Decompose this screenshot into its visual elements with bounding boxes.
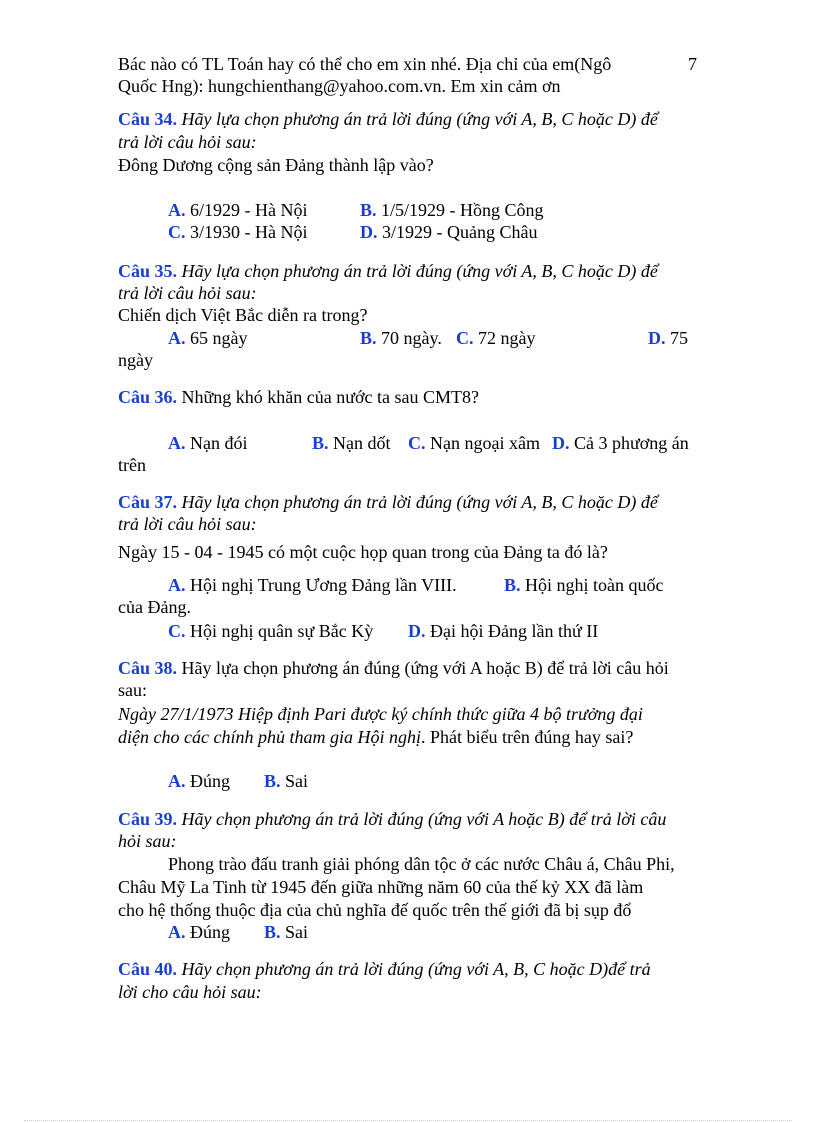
question-34-label: Câu 34. [118, 109, 178, 129]
page-number: 7 [688, 54, 697, 74]
question-36-option-c [408, 432, 540, 454]
question-39-paragraph-2: Châu Mỹ La Tinh từ 1945 đến giữa những năm 60 của thế kỷ XX đã làm [118, 877, 644, 897]
question-39-paragraph-3: cho hệ thống thuộc địa của chủ nghĩa đế quốc trên thế giới đã bị sụp đổ [118, 900, 632, 920]
option-letter: D. [360, 222, 378, 242]
question-37-option-c [168, 620, 373, 642]
question-36-text: Những khó khăn của nước ta sau CMT8? [177, 387, 479, 407]
option-text: Đúng [185, 771, 230, 791]
option-letter: A. [168, 575, 186, 595]
question-40-instruction [118, 958, 651, 980]
question-35-instruction-cont: trả lời câu hỏi sau: [118, 283, 257, 303]
question-35-option-b [360, 327, 442, 349]
option-letter: A. [168, 200, 186, 220]
option-letter: D. [648, 328, 666, 348]
option-letter: A. [168, 433, 186, 453]
option-text: 3/1929 - Quảng Châu [377, 222, 538, 242]
question-34-instruction-cont: trả lời câu hỏi sau: [118, 132, 257, 152]
option-text: 65 ngày [185, 328, 248, 348]
option-text: Nạn đói [185, 433, 248, 453]
question-38-instruction-text: Hãy lựa chọn phương án đúng (ứng với A hoặc B) để trả lời câu hỏi [177, 658, 669, 678]
question-39-paragraph-1: Phong trào đấu tranh giải phóng dân tộc ở các nước Châu á, Châu Phi, [168, 854, 675, 874]
option-text: 70 ngày. [376, 328, 442, 348]
question-36-option-b [312, 432, 391, 454]
question-34-instruction-text: Hãy lựa chọn phương án trả lời đúng (ứng với A, B, C hoặc D) để [177, 109, 658, 129]
question-39-instruction-text: Hãy chọn phương án trả lời đúng (ứng với A hoặc B) để trả lời câu [177, 809, 667, 829]
question-37-instruction [118, 491, 658, 513]
question-34-option-c [168, 221, 307, 243]
question-38-statement-2-italic: diện cho các chính phủ tham gia Hội nghị [118, 727, 421, 747]
question-34-option-d [360, 221, 537, 243]
option-letter: A. [168, 328, 186, 348]
question-40-label: Câu 40. [118, 959, 178, 979]
question-34-option-b [360, 199, 544, 221]
option-text: Hội nghị toàn quốc [520, 575, 664, 595]
option-letter: B. [360, 328, 377, 348]
question-37-option-d [408, 620, 598, 642]
question-40-instruction-cont: lời cho câu hỏi sau: [118, 982, 262, 1002]
option-letter: C. [168, 222, 186, 242]
question-35-instruction [118, 260, 658, 282]
question-35-label: Câu 35. [118, 261, 178, 281]
question-35-option-c [456, 327, 536, 349]
question-35-text: Chiến dịch Việt Bắc diễn ra trong? [118, 305, 368, 325]
question-37-label: Câu 37. [118, 492, 178, 512]
option-text: 3/1930 - Hà Nội [185, 222, 308, 242]
question-38-option-b [264, 770, 308, 792]
option-letter: B. [264, 771, 281, 791]
question-35-instruction-text: Hãy lựa chọn phương án trả lời đúng (ứng với A, B, C hoặc D) để [177, 261, 658, 281]
question-39-instruction [118, 808, 666, 830]
option-text: Sai [280, 771, 309, 791]
question-37-instruction-text: Hãy lựa chọn phương án trả lời đúng (ứng với A, B, C hoặc D) để [177, 492, 658, 512]
question-36-option-a [168, 432, 248, 454]
question-39-option-a [168, 921, 230, 943]
option-text: 1/5/1929 - Hồng Công [376, 200, 544, 220]
option-text: Sai [280, 922, 309, 942]
question-38-statement-2-rest: . Phát biểu trên đúng hay sai? [420, 727, 634, 747]
option-text: 75 [665, 328, 688, 348]
question-38-option-a [168, 770, 230, 792]
option-letter: C. [168, 621, 186, 641]
question-34-option-a [168, 199, 307, 221]
question-36-option-d [552, 432, 689, 454]
question-34-instruction [118, 108, 658, 130]
option-letter: C. [408, 433, 426, 453]
question-34-text: Đông Dương cộng sản Đảng thành lập vào? [118, 155, 434, 175]
question-38-statement-1: Ngày 27/1/1973 Hiệp định Pari được ký chính thức giữa 4 bộ trưởng đại [118, 704, 643, 724]
option-letter: A. [168, 922, 186, 942]
question-37-option-b [504, 574, 664, 596]
question-36-option-wrap: trên [118, 455, 146, 475]
question-35-option-d [648, 327, 688, 349]
page-bottom-divider [24, 1120, 792, 1121]
option-text: Đại hội Đảng lần thứ II [425, 621, 599, 641]
question-38-instruction [118, 657, 669, 679]
option-letter: D. [408, 621, 426, 641]
question-35-option-a [168, 327, 248, 349]
option-letter: B. [504, 575, 521, 595]
option-text: 72 ngày [473, 328, 536, 348]
question-36-label: Câu 36. [118, 387, 178, 407]
header-line-1: Bác nào có TL Toán hay có thể cho em xin nhé. Địa chỉ của em(Ngô [118, 54, 612, 74]
question-39-instruction-cont: hỏi sau: [118, 831, 177, 851]
question-35-option-wrap: ngày [118, 350, 153, 370]
question-36 [118, 386, 479, 408]
header-line-2: Quốc Hng): hungchienthang@yahoo.com.vn. Em xin cảm ơn [118, 76, 561, 96]
option-letter: D. [552, 433, 570, 453]
option-text: Nạn dốt [328, 433, 391, 453]
option-letter: B. [312, 433, 329, 453]
question-39-label: Câu 39. [118, 809, 178, 829]
question-37-instruction-cont: trả lời câu hỏi sau: [118, 514, 257, 534]
option-text: Nạn ngoại xâm [425, 433, 540, 453]
option-letter: C. [456, 328, 474, 348]
question-40-instruction-text: Hãy chọn phương án trả lời đúng (ứng với A, B, C hoặc D)để trả [177, 959, 651, 979]
option-text: Hội nghị quân sự Bắc Kỳ [185, 621, 374, 641]
question-38-instruction-cont: sau: [118, 680, 147, 700]
question-37-option-a [168, 574, 457, 596]
option-text: Đúng [185, 922, 230, 942]
question-39-option-b [264, 921, 308, 943]
option-text: Cả 3 phương án [569, 433, 689, 453]
option-letter: B. [264, 922, 281, 942]
question-38-label: Câu 38. [118, 658, 178, 678]
option-text: 6/1929 - Hà Nội [185, 200, 308, 220]
question-37-text: Ngày 15 - 04 - 1945 có một cuộc họp quan trong của Đảng ta đó là? [118, 542, 608, 562]
option-letter: B. [360, 200, 377, 220]
question-37-option-wrap: của Đảng. [118, 597, 191, 617]
question-38-statement-2 [118, 726, 633, 748]
option-letter: A. [168, 771, 186, 791]
option-text: Hội nghị Trung Ương Đảng lần VIII. [185, 575, 457, 595]
